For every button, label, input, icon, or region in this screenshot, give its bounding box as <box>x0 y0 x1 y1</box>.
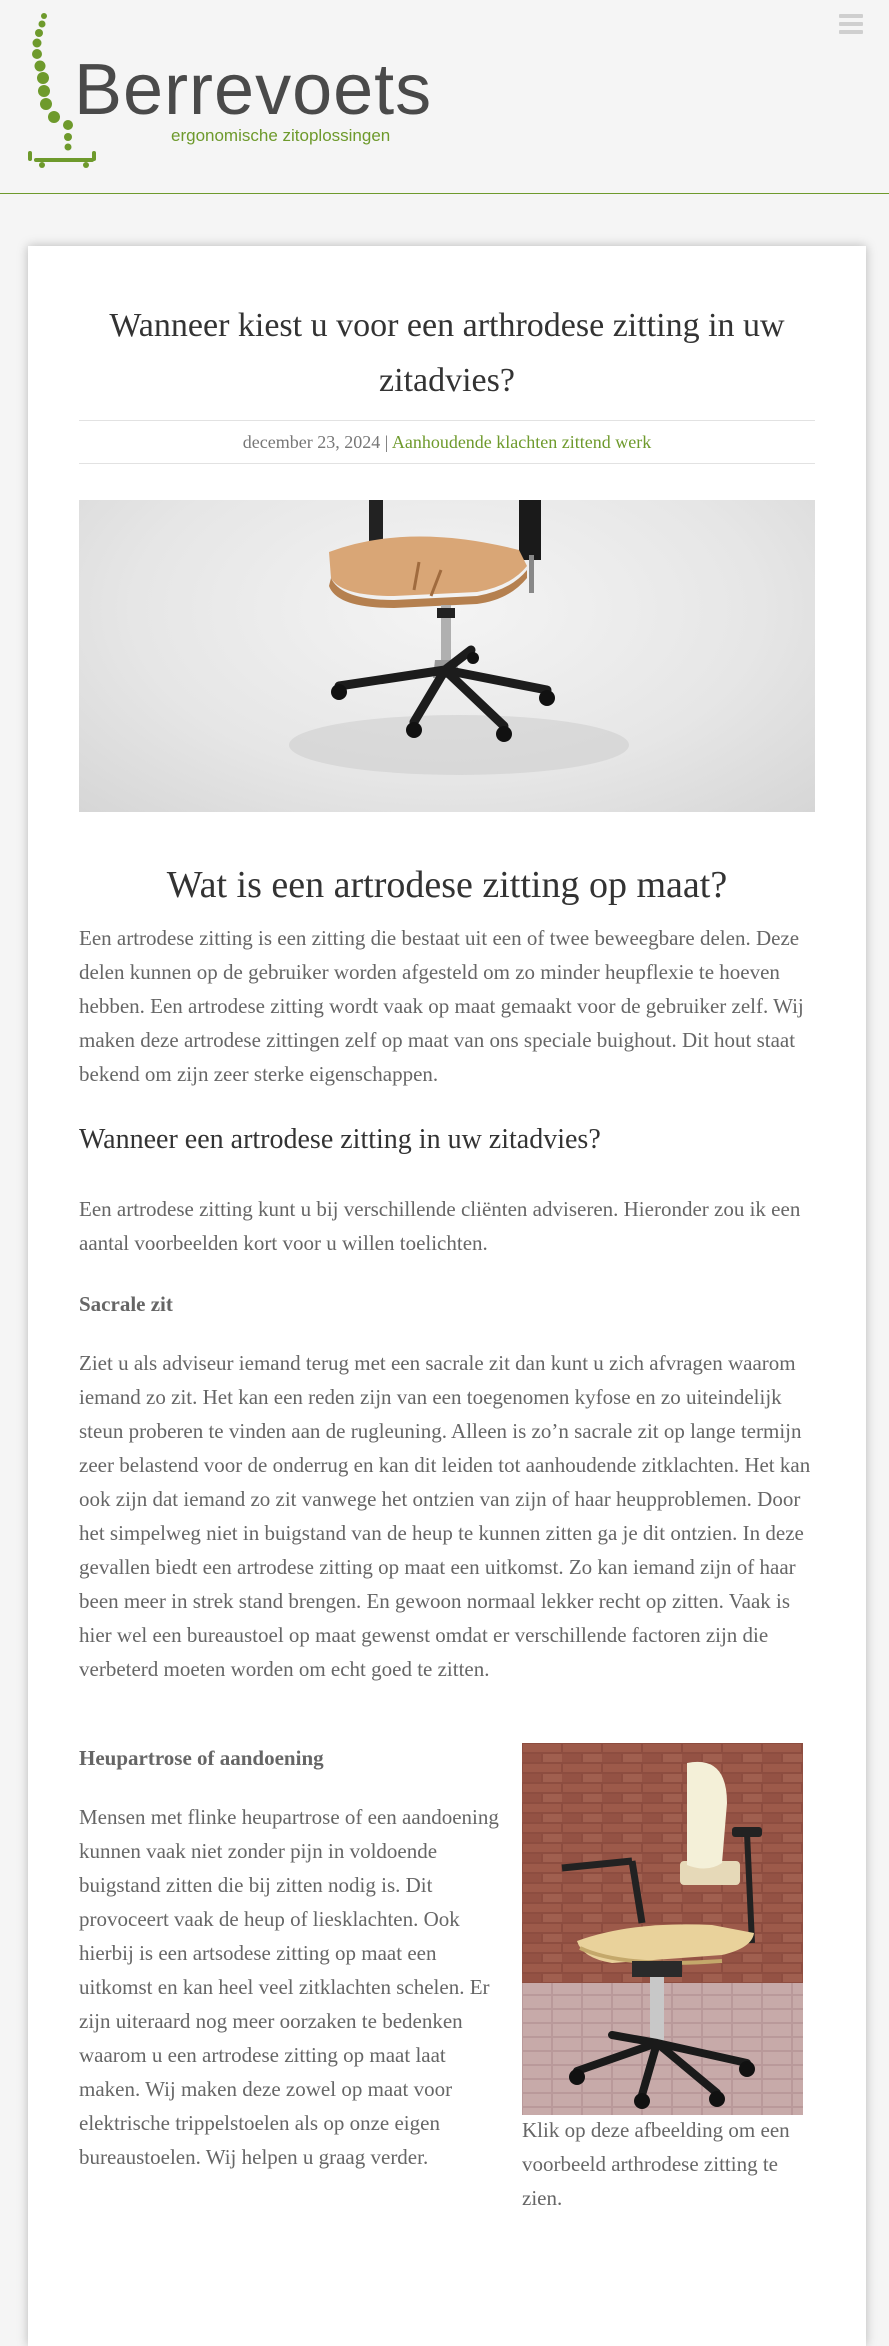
trippelstoel-image-icon <box>522 1743 803 2115</box>
hamburger-menu-icon[interactable] <box>839 14 863 34</box>
intro-paragraph: Een artrodese zitting is een zitting die bestaat uit een of twee beweegbare delen. Deze delen kunnen op de gebruiker worden afgesteld om zo minder heupflexie te hoeven hebben. Een artrodese zitting wordt vaak op maat gemaakt voor de gebruiker zelf. Wij maken deze artrodese zittingen zelf op maat van ons speciale buighout. Dit hout staat bekend om zijn zeer sterke eigenschappen. <box>79 926 804 1086</box>
sacrale-zit-paragraph: Ziet u als adviseur iemand terug met een sacrale zit dan kunt u zich afvragen waarom iemand zo zit. Het kan een reden zijn van een toegenomen kyfose en zo uiteindelijk steun proberen te vinden aan de rugleuning. Alleen is zo’n sacrale zit op lange termijn zeer belastend voor de onderrug en kan dit leiden tot aanhoudende zitklachten. Het kan ook zijn dat iemand zo zit vanwege het ontzien van zijn of haar heupproblemen. Door het simpelweg niet in buigstand van de heup te kunnen zitten ga je dit ontzien. In deze gevallen biedt een artrodese zitting op maat een uitkomst. Zo kan iemand zijn of haar been meer in strek stand brengen. En gewoon normaal lekker recht op zitten. Vaak is hier wel een bureaustoel op maat gewenst omdat er verschillende factoren zijn die verbeterd moeten worden om echt goed te zitten. <box>79 1351 811 1681</box>
site-logo[interactable] <box>24 10 433 170</box>
post-card <box>28 246 866 2346</box>
post-title: Wanneer kiest u voor een arthrodese zitting in uw zitadvies? <box>109 307 785 399</box>
post-date: december 23, 2024 <box>242 432 381 452</box>
subheading: Wanneer een artrodese zitting in uw zitadvies? <box>79 1124 601 1155</box>
post-meta <box>79 420 815 464</box>
arthrodese-chair-image[interactable] <box>522 1743 803 2115</box>
image-caption: Klik op deze afbeelding om een voorbeeld arthrodese zitting te zien. <box>522 2118 790 2210</box>
section-heading: Wat is een artrodese zitting op maat? <box>166 864 728 906</box>
post-category-link[interactable]: Aanhoudende klachten zittend werk <box>391 432 652 452</box>
site-header <box>0 0 889 194</box>
subintro-paragraph: Een artrodese zitting kunt u bij verschillende cliënten adviseren. Hieronder zou ik een aantal voorbeelden kort voor u willen toelichten. <box>79 1197 801 1255</box>
logo-tagline: ergonomische zitoplossingen <box>171 126 391 145</box>
sacrale-zit-label: Sacrale zit <box>79 1292 173 1316</box>
meta-separator: | <box>380 432 392 452</box>
heupartrose-label: Heupartrose of aandoening <box>79 1746 324 1770</box>
heupartrose-paragraph: Mensen met flinke heupartrose of een aandoening kunnen vaak niet zonder pijn in voldoende buigstand zitten die bij zitten nodig is. Dit provoceert vaak de heup of liesklachten. Ook hierbij is een artsodese zitting op maat een uitkomst en kan heel veel zitklachten schelen. Er zijn uiteraard nog meer oorzaken te bedenken waarom u een artrodese zitting op maat laat maken. Wij maken deze zowel op maat voor elektrische trippelstoelen als op onze eigen bureaustoelen. Wij helpen u graag verder. <box>79 1805 499 2169</box>
featured-image <box>79 500 815 812</box>
office-chair-image-icon <box>79 500 815 812</box>
logo-wordmark: Berrevoets <box>74 50 433 130</box>
